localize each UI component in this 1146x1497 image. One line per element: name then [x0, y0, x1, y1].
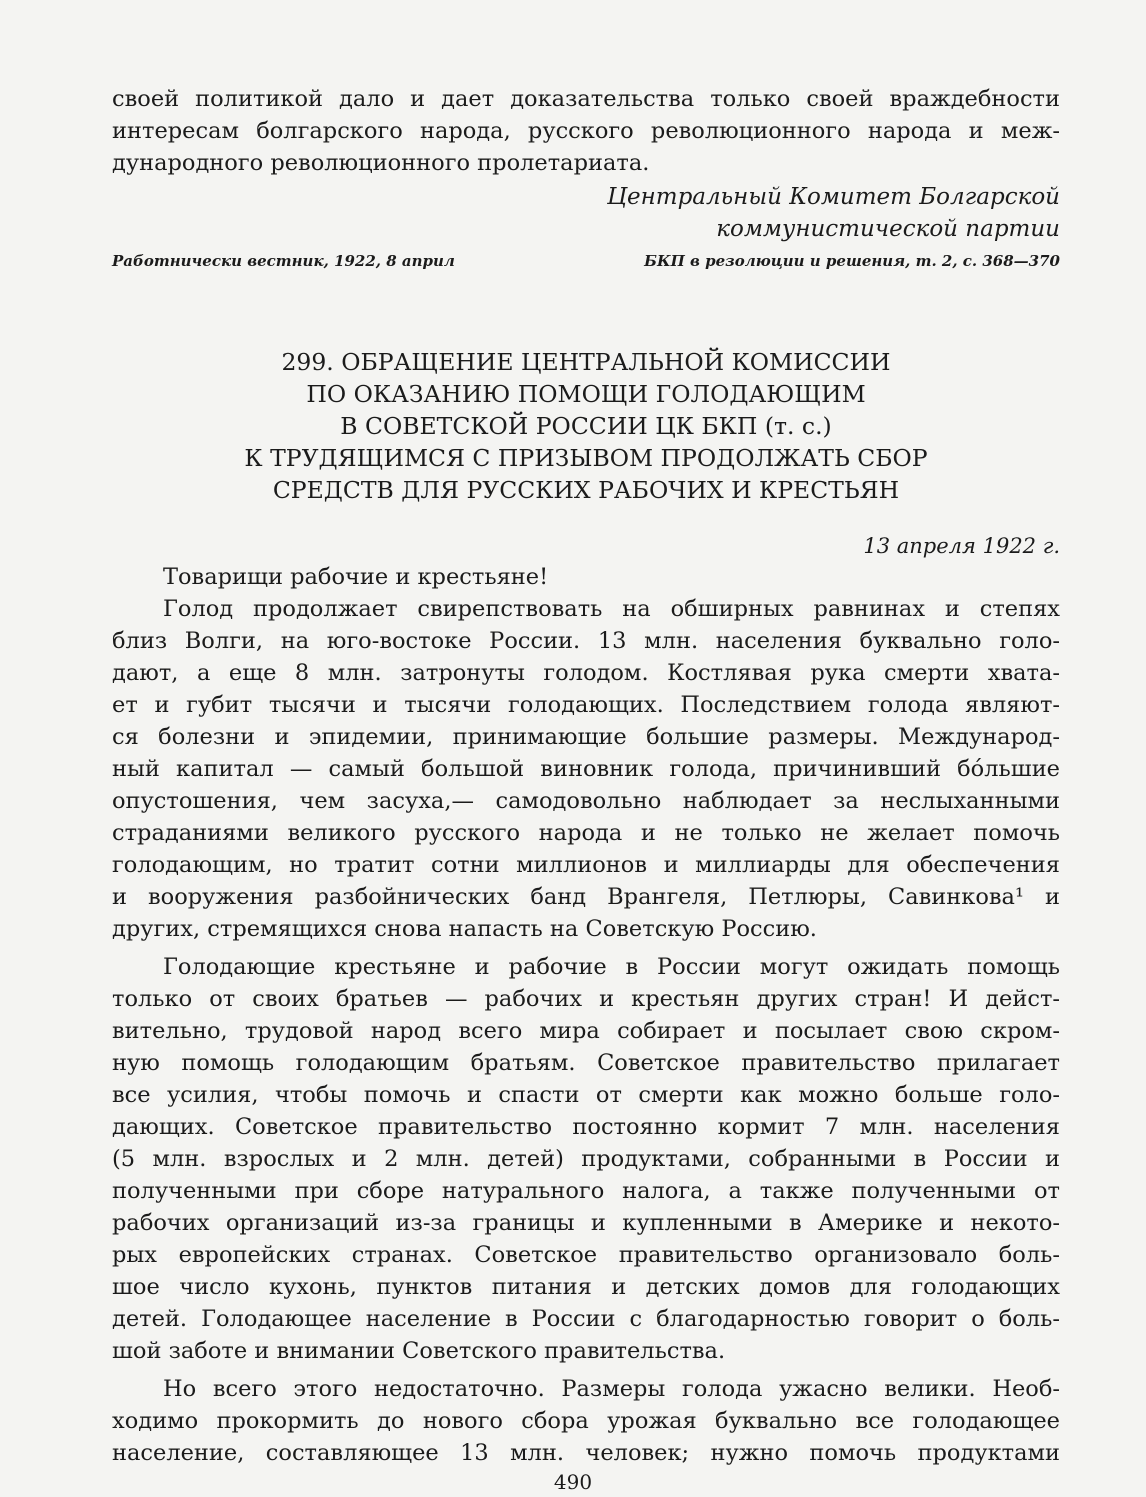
document-heading-line: К ТРУДЯЩИМСЯ С ПРИЗЫВОМ ПРОДОЛЖАТЬ СБОР: [244, 444, 928, 472]
paragraph-line: детей. Голодающее население в России с благодарностью говорит о боль-: [112, 1306, 1060, 1332]
paragraph-line: дают, а еще 8 млн. затронуты голодом. Костлявая рука смерти хвата-: [112, 660, 1060, 686]
document-heading-line: ПО ОКАЗАНИЮ ПОМОЩИ ГОЛОДАЮЩИМ: [306, 380, 866, 408]
salutation: Товарищи рабочие и крестьяне!: [163, 564, 549, 590]
paragraph-line: ходимо прокормить до нового сбора урожая буквально все голодающее: [112, 1408, 1060, 1434]
paragraph-line: опустошения, чем засуха,— самодовольно наблюдает за неслыханными: [112, 788, 1060, 814]
paragraph-line: шой заботе и внимании Советского правительства.: [112, 1338, 726, 1364]
paragraph-line: страданиями великого русского народа и не только не желает помочь: [112, 820, 1060, 846]
document-heading-line: В СОВЕТСКОЙ РОССИИ ЦК БКП (т. с.): [340, 412, 832, 440]
paragraph-line: Голодающие крестьяне и рабочие в России могут ожидать помощь: [163, 954, 1060, 980]
paragraph-line: других, стремящихся снова напасть на Советскую Россию.: [112, 916, 817, 942]
signature-line: коммунистической партии: [716, 216, 1060, 242]
paragraph-line: шое число кухонь, пунктов питания и детских домов для голодающих: [112, 1274, 1060, 1300]
paragraph-line: (5 млн. взрослых и 2 млн. детей) продуктами, собранными в России и: [112, 1146, 1060, 1172]
paragraph-line: ную помощь голодающим братьям. Советское правительство прилагает: [112, 1050, 1060, 1076]
paragraph-line: дающих. Советское правительство постоянно кормит 7 млн. населения: [112, 1114, 1060, 1140]
text-line: интересам болгарского народа, русского революционного народа и меж-: [112, 118, 1060, 144]
paragraph-line: только от своих братьев — рабочих и крестьян других стран! И дейст-: [112, 986, 1060, 1012]
source-citation-right: БКП в резолюции и решения, т. 2, с. 368—370: [644, 252, 1060, 270]
paragraph-line: ся болезни и эпидемии, принимающие большие размеры. Международ-: [112, 724, 1060, 750]
paragraph-line: все усилия, чтобы помочь и спасти от смерти как можно больше голо-: [112, 1082, 1060, 1108]
signature-line: Центральный Комитет Болгарской: [606, 184, 1060, 210]
source-citation-left: Работнически вестник, 1922, 8 април: [112, 252, 455, 270]
paragraph-line: Голод продолжает свирепствовать на обширных равнинах и степях: [163, 596, 1060, 622]
page-number: 490: [553, 1470, 593, 1494]
text-line: дународного революционного пролетариата.: [112, 150, 650, 176]
document-heading-line: 299. ОБРАЩЕНИЕ ЦЕНТРАЛЬНОЙ КОМИССИИ: [281, 348, 891, 376]
paragraph-line: Но всего этого недостаточно. Размеры голода ужасно велики. Необ-: [163, 1376, 1060, 1402]
paragraph-line: полученными при сборе натурального налога, а также полученными от: [112, 1178, 1060, 1204]
paragraph-line: вительно, трудовой народ всего мира собирает и посылает свою скром-: [112, 1018, 1060, 1044]
paragraph-line: ный капитал — самый большой виновник голода, причинивший бóльшие: [112, 756, 1060, 782]
paragraph-line: и вооружения разбойнических банд Врангеля, Петлюры, Савинкова¹ и: [112, 884, 1060, 910]
paragraph-line: рых европейских странах. Советское правительство организовало боль-: [112, 1242, 1060, 1268]
document-date: 13 апреля 1922 г.: [863, 534, 1060, 558]
paragraph-line: ет и губит тысячи и тысячи голодающих. Последствием голода являют-: [112, 692, 1060, 718]
paragraph-line: население, составляющее 13 млн. человек; нужно помочь продуктами: [112, 1440, 1060, 1466]
paragraph-line: голодающим, но тратит сотни миллионов и миллиарды для обеспечения: [112, 852, 1060, 878]
text-line: своей политикой дало и дает доказательства только своей враждебности: [112, 86, 1060, 112]
document-heading-line: СРЕДСТВ ДЛЯ РУССКИХ РАБОЧИХ И КРЕСТЬЯН: [272, 476, 900, 504]
paragraph-line: рабочих организаций из-за границы и купленными в Америке и некото-: [112, 1210, 1060, 1236]
paragraph-line: близ Волги, на юго-востоке России. 13 млн. населения буквально голо-: [112, 628, 1060, 654]
